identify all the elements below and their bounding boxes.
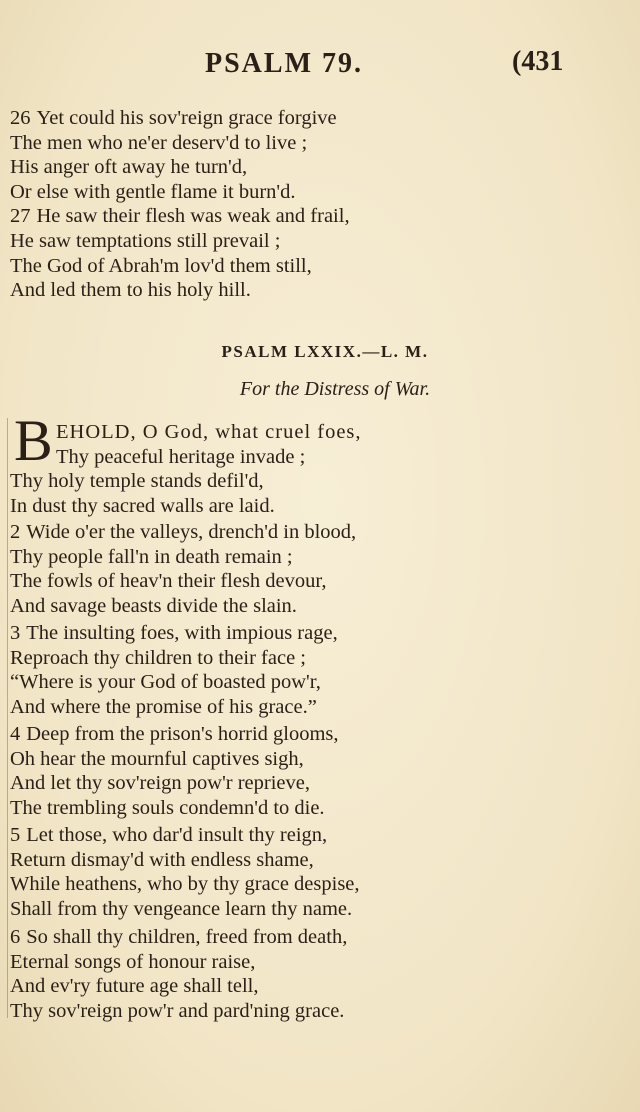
running-head xyxy=(0,44,640,84)
verse-line xyxy=(0,520,640,545)
verse-line xyxy=(0,569,640,594)
verse-line xyxy=(0,796,640,821)
stanza-2 xyxy=(0,520,640,618)
verse-number: 5 xyxy=(10,824,21,846)
verse-line xyxy=(0,771,640,796)
verse-text: Wide o'er the valleys, drench'd in blood, xyxy=(26,521,357,543)
verse-line xyxy=(0,823,640,848)
drop-cap: B xyxy=(14,408,53,473)
verse-line xyxy=(0,494,640,519)
verse-line xyxy=(0,897,640,922)
verse-text: The men who ne'er deserv'd to live ; xyxy=(10,131,308,154)
verse-text: Reproach thy children to their face ; xyxy=(10,646,306,669)
verse-text: Or else with gentle flame it burn'd. xyxy=(10,180,296,203)
verse-text: While heathens, who by thy grace despise, xyxy=(10,873,360,896)
verse-line xyxy=(0,872,640,897)
verse-line xyxy=(0,155,640,180)
verse-line xyxy=(0,747,640,772)
verse-text: He saw their flesh was weak and frail, xyxy=(36,205,350,228)
verse-line xyxy=(0,278,640,303)
page-number: (431 xyxy=(512,46,564,77)
verse-line xyxy=(0,646,640,671)
running-title: PSALM 79. xyxy=(205,48,363,79)
verse-number: 27 xyxy=(10,205,31,228)
verse-text: Eternal songs of honour raise, xyxy=(10,950,256,973)
verse-text: Thy peaceful heritage invade ; xyxy=(56,445,306,468)
verse-text: The insulting foes, with impious rage, xyxy=(26,622,338,644)
verse-text: So shall thy children, freed from death, xyxy=(26,926,348,948)
verse-number: 26 xyxy=(10,107,31,129)
verse-line xyxy=(0,545,640,570)
verse-line xyxy=(0,695,640,720)
verse-text: And where the promise of his grace.” xyxy=(10,695,317,718)
verse-text: Deep from the prison's horrid glooms, xyxy=(26,723,339,745)
verse-line xyxy=(0,204,640,229)
verse-text: The trembling souls condemn'd to die. xyxy=(10,796,325,819)
verse-text: “Where is your God of boasted pow'r, xyxy=(10,671,321,694)
psalm-subtitle: For the Distress of War. xyxy=(239,378,431,400)
verse-text: And let thy sov'reign pow'r reprieve, xyxy=(10,772,311,795)
verse-text: His anger oft away he turn'd, xyxy=(10,156,248,179)
verse-text: And ev'ry future age shall tell, xyxy=(10,975,259,998)
stanza-6 xyxy=(0,925,640,1023)
psalm-heading: PSALM LXXIX.—L. M. xyxy=(221,342,429,361)
verse-line xyxy=(0,925,640,950)
verse-text: He saw temptations still prevail ; xyxy=(10,229,281,252)
verse-text: Shall from thy vengeance learn thy name. xyxy=(10,897,353,920)
verse-text: Let those, who dar'd insult thy reign, xyxy=(26,824,328,846)
verse-line xyxy=(0,999,640,1024)
verse-line xyxy=(0,594,640,619)
verse-line xyxy=(0,131,640,156)
verse-number: 2 xyxy=(10,521,21,543)
verse-line xyxy=(0,722,640,747)
stanza-3 xyxy=(0,621,640,719)
verse-line xyxy=(0,848,640,873)
verse-text: Oh hear the mournful captives sigh, xyxy=(10,747,304,770)
verse-line xyxy=(0,180,640,205)
continuation-stanza xyxy=(0,106,640,303)
verse-text: EHOLD, O God, what cruel foes, xyxy=(56,421,362,443)
verse-text: And savage beasts divide the slain. xyxy=(10,594,297,617)
verse-line xyxy=(0,469,640,494)
verse-text: Thy holy temple stands defil'd, xyxy=(10,470,264,493)
verse-line xyxy=(0,229,640,254)
verse-text: Thy sov'reign pow'r and pard'ning grace. xyxy=(10,999,345,1022)
verse-text: The fowls of heav'n their flesh devour, xyxy=(10,570,327,593)
verse-number: 4 xyxy=(10,723,21,745)
verse-line xyxy=(0,254,640,279)
verse-line xyxy=(0,974,640,999)
verse-line xyxy=(0,670,640,695)
verse-line xyxy=(0,950,640,975)
stanza-5 xyxy=(0,823,640,921)
verse-text: And led them to his holy hill. xyxy=(10,279,251,302)
verse-text: Yet could his sov'reign grace forgive xyxy=(36,107,337,129)
verse-text: Thy people fall'n in death remain ; xyxy=(10,545,293,568)
verse-line xyxy=(0,445,640,470)
verse-text: The God of Abrah'm lov'd them still, xyxy=(10,254,312,277)
verse-line xyxy=(0,106,640,131)
stanza-1 xyxy=(0,420,640,518)
verse-text: In dust thy sacred walls are laid. xyxy=(10,494,275,517)
verse-text: Return dismay'd with endless shame, xyxy=(10,848,314,871)
verse-number: 3 xyxy=(10,622,21,644)
verse-line xyxy=(0,621,640,646)
stanza-4 xyxy=(0,722,640,820)
verse-number: 6 xyxy=(10,926,21,948)
verse-line xyxy=(0,420,640,445)
